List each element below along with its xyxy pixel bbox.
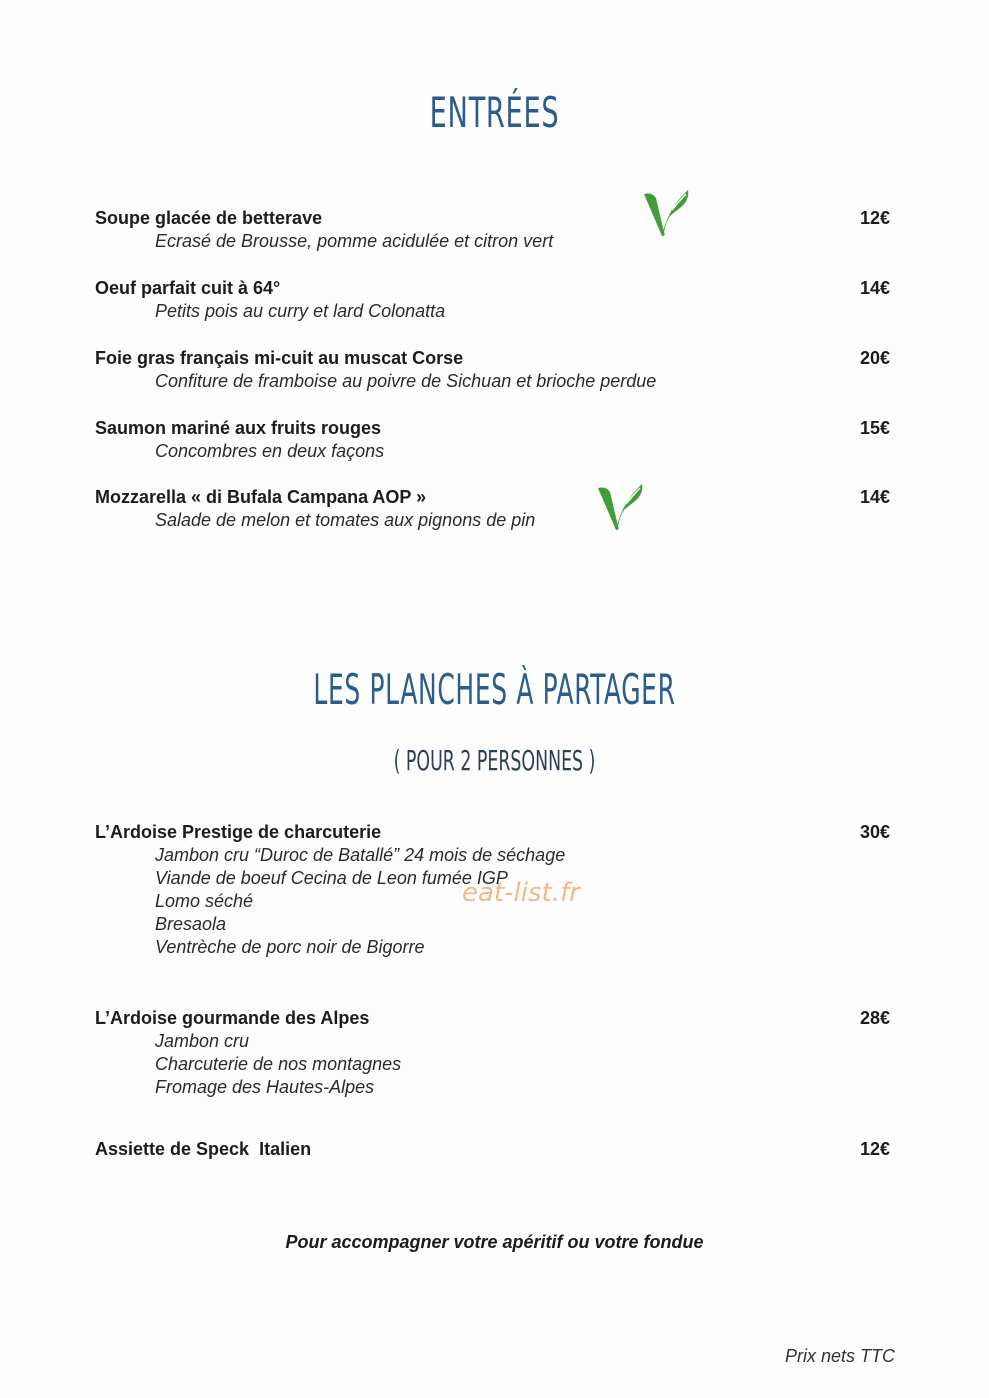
item-price: 28€ bbox=[859, 1008, 890, 1028]
section-title-planches: LES PLANCHES À PARTAGER bbox=[313, 665, 676, 714]
prix-nets-note: Prix nets TTC bbox=[784, 1346, 895, 1366]
item-description: Salade de melon et tomates aux pignons de pin bbox=[155, 510, 536, 530]
item-price: 12€ bbox=[859, 1139, 890, 1159]
item-price: 14€ bbox=[859, 487, 890, 507]
menu-item bbox=[95, 417, 890, 463]
item-name: Foie gras français mi-cuit au muscat Corse bbox=[95, 348, 464, 368]
item-price: 12€ bbox=[859, 208, 890, 228]
item-price: 20€ bbox=[859, 348, 890, 368]
menu-item bbox=[95, 1138, 890, 1161]
item-description: Petits pois au curry et lard Colonatta bbox=[155, 301, 446, 321]
item-price: 14€ bbox=[859, 278, 890, 298]
item-name: L’Ardoise gourmande des Alpes bbox=[95, 1008, 370, 1028]
menu-item bbox=[95, 486, 890, 532]
watermark: eat-list.fr bbox=[462, 878, 580, 908]
item-description: Bresaola bbox=[155, 914, 227, 934]
vegetarian-leaf-icon bbox=[594, 480, 646, 534]
item-name: Mozzarella « di Bufala Campana AOP » bbox=[95, 487, 427, 507]
item-description: Concombres en deux façons bbox=[155, 441, 385, 461]
menu-item bbox=[95, 1007, 890, 1099]
menu-item bbox=[95, 277, 890, 323]
item-price: 30€ bbox=[859, 822, 890, 842]
item-name: Assiette de Speck Italien bbox=[95, 1139, 312, 1159]
vegetarian-leaf-icon bbox=[640, 186, 692, 240]
item-description: Fromage des Hautes-Alpes bbox=[155, 1077, 375, 1097]
menu-item bbox=[95, 207, 890, 253]
item-description: Confiture de framboise au poivre de Sichuan et brioche perdue bbox=[155, 371, 657, 391]
planches-note: Pour accompagner votre apéritif ou votre fondue bbox=[285, 1232, 704, 1252]
item-description: Ecrasé de Brousse, pomme acidulée et citron vert bbox=[155, 231, 554, 251]
item-name: Oeuf parfait cuit à 64° bbox=[95, 278, 281, 298]
item-name: Soupe glacée de betterave bbox=[95, 208, 323, 228]
section-subtitle: ( POUR 2 PERSONNES ) bbox=[393, 744, 596, 777]
item-description: Ventrèche de porc noir de Bigorre bbox=[155, 937, 425, 957]
item-description: Jambon cru “Duroc de Batallé” 24 mois de séchage bbox=[155, 845, 566, 865]
section-title-entrees: ENTRÉES bbox=[429, 88, 560, 137]
item-name: Saumon mariné aux fruits rouges bbox=[95, 418, 382, 438]
item-description: Viande de boeuf Cecina de Leon fumée IGP bbox=[155, 868, 508, 888]
item-description: Lomo séché bbox=[155, 891, 254, 911]
item-name: L’Ardoise Prestige de charcuterie bbox=[95, 822, 382, 842]
item-price: 15€ bbox=[859, 418, 890, 438]
item-description: Charcuterie de nos montagnes bbox=[155, 1054, 402, 1074]
menu-item bbox=[95, 347, 890, 393]
item-description: Jambon cru bbox=[155, 1031, 250, 1051]
